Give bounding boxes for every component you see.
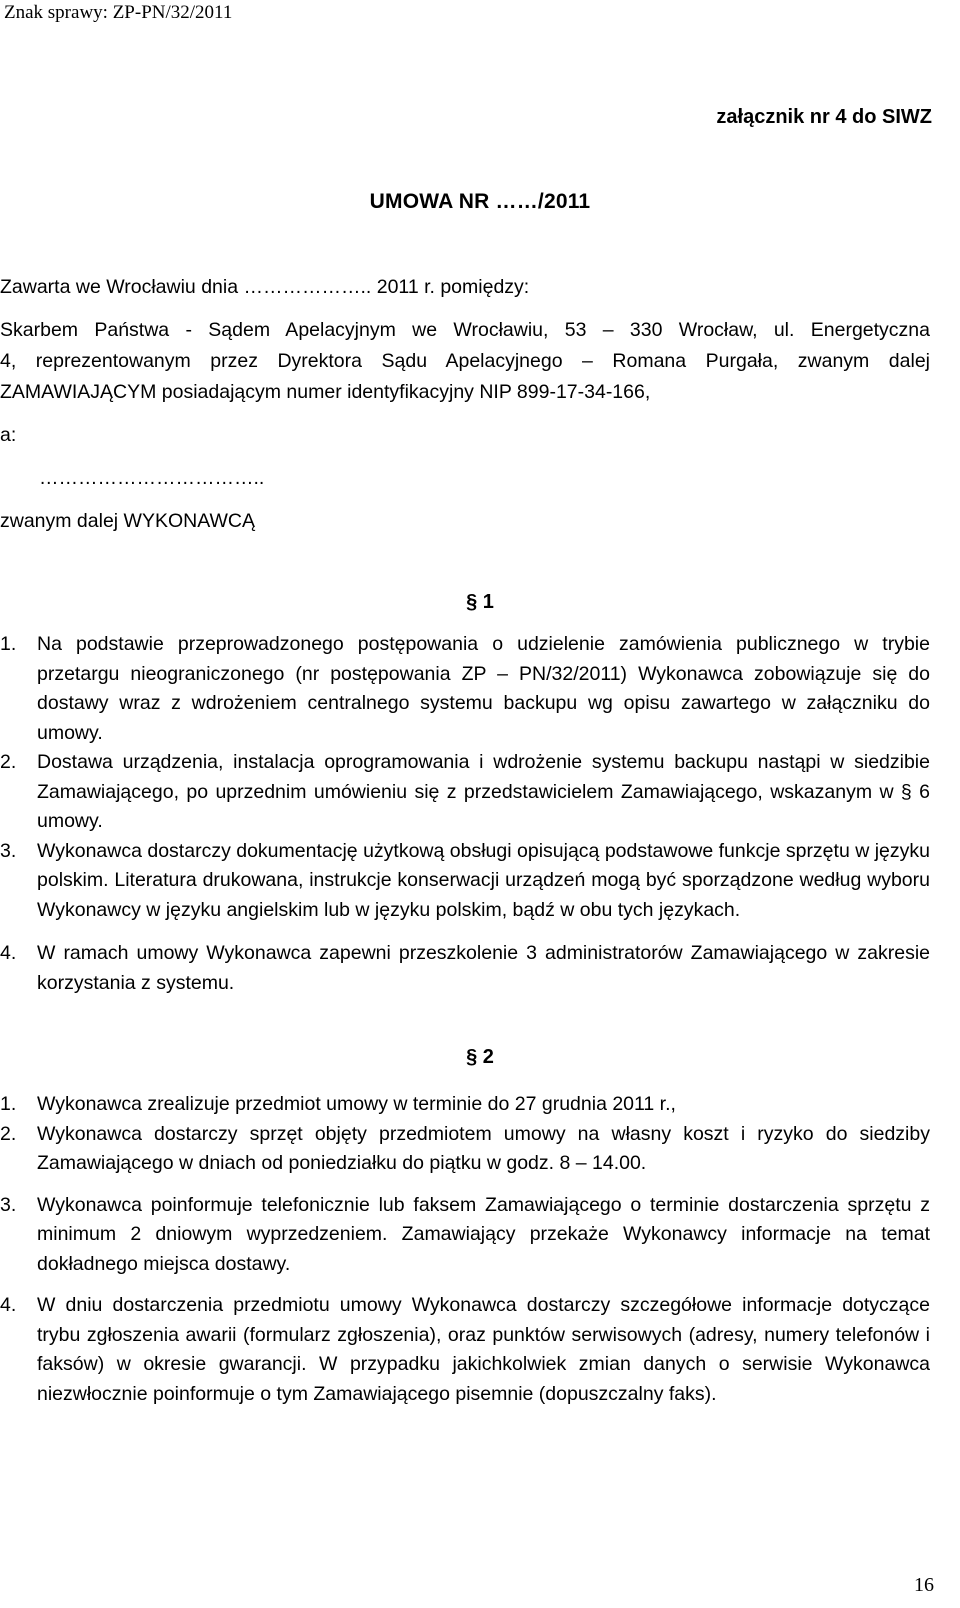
list-item bbox=[0, 748, 930, 837]
contractor-placeholder: …………………………….. bbox=[39, 467, 265, 489]
item-text: W dniu dostarczenia przedmiotu umowy Wykonawca dostarczy szczegółowe informacje dotyczące trybu zgłoszenia awarii (formularz zgłoszenia), oraz punktów serwisowych (adresy, numery telefonów i faksów) w okresie gwarancji. W przypadku jakichkolwiek zmian danych o serwisie Wykonawca niezwłocznie poinformuje o tym Zamawiającego pisemnie (dopuszczalny faks). bbox=[37, 1294, 930, 1405]
item-number: 2. bbox=[0, 1122, 17, 1145]
section2-list bbox=[0, 1090, 930, 1409]
list-item bbox=[0, 837, 930, 926]
item-number: 1. bbox=[0, 1093, 17, 1115]
attachment-label: załącznik nr 4 do SIWZ bbox=[716, 106, 932, 128]
item-text: W ramach umowy Wykonawca zapewni przeszkolenie 3 administratorów Zamawiającego w zakresie korzystania z systemu. bbox=[37, 942, 930, 994]
item-text: Wykonawca dostarczy dokumentację użytkową obsługi opisującą podstawowe funkcje sprzętu w języku polskim. Literatura drukowana, instrukcje konserwacji urządzeń mogą być sporządzone według wyboru Wykonawcy w języku angielskim lub w języku polskim, bądź w obu tych językach. bbox=[37, 839, 930, 921]
list-item bbox=[0, 939, 930, 998]
case-number: Znak sprawy: ZP-PN/32/2011 bbox=[4, 2, 233, 23]
contractor-line: zwanym dalej WYKONAWCĄ bbox=[0, 510, 255, 532]
item-text: Wykonawca dostarczy sprzęt objęty przedmiotem umowy na własny koszt i ryzyko do siedziby Zamawiającego w dniach od poniedziałku do piątku w godz. 8 – 14.00. bbox=[37, 1122, 930, 1174]
section2-heading: § 2 bbox=[466, 1046, 494, 1068]
item-number: 3. bbox=[0, 839, 17, 862]
contract-title: UMOWA NR ……/2011 bbox=[369, 190, 591, 213]
concluded-line: Zawarta we Wrocławiu dnia ……………….. 2011 r. pomiędzy: bbox=[0, 276, 530, 298]
party1-line1: Skarbem Państwa - Sądem Apelacyjnym we Wrocławiu, 53 – 330 Wrocław, ul. Energetyczna bbox=[0, 319, 930, 341]
party1-line2: 4, reprezentowanym przez Dyrektora Sądu Apelacyjnego – Romana Purgała, zwanym dalej bbox=[0, 350, 930, 372]
item-text: Wykonawca poinformuje telefonicznie lub faksem Zamawiającego o terminie dostarczenia sprzętu z minimum 2 dniowym wyprzedzeniem. Zamawiający przekaże Wykonawcy informacje na temat dokładnego miejsca dostawy. bbox=[37, 1193, 930, 1275]
item-number: 2. bbox=[0, 751, 17, 773]
list-item bbox=[0, 630, 930, 748]
item-number: 4. bbox=[0, 942, 17, 964]
item-number: 3. bbox=[0, 1193, 17, 1216]
list-item bbox=[0, 1090, 930, 1120]
list-item bbox=[0, 1191, 930, 1280]
party1-line3: ZAMAWIAJĄCYM posiadającym numer identyfikacyjny NIP 899-17-34-166, bbox=[0, 381, 651, 403]
and-label: a: bbox=[0, 424, 17, 446]
item-text: Wykonawca zrealizuje przedmiot umowy w terminie do 27 grudnia 2011 r., bbox=[37, 1093, 676, 1115]
section1-heading: § 1 bbox=[466, 591, 494, 613]
item-number: 1. bbox=[0, 633, 17, 655]
list-item bbox=[0, 1120, 930, 1179]
page-number: 16 bbox=[914, 1574, 934, 1596]
item-text: Na podstawie przeprowadzonego postępowania o udzielenie zamówienia publicznego w trybie przetargu nieograniczonego (nr postępowania ZP – PN/32/2011) Wykonawca zobowiązuje się do dostawy wraz z wdrożeniem centralnego systemu backupu wg opisu zawartego w załączniku do umowy. bbox=[37, 633, 930, 744]
list-item bbox=[0, 1291, 930, 1409]
item-number: 4. bbox=[0, 1294, 17, 1316]
item-text: Dostawa urządzenia, instalacja oprogramowania i wdrożenie systemu backupu nastąpi w siedzibie Zamawiającego, po uprzednim umówieniu się z przedstawicielem Zamawiającego, wskazanym w § 6 umowy. bbox=[37, 751, 930, 832]
section1-list bbox=[0, 630, 930, 998]
